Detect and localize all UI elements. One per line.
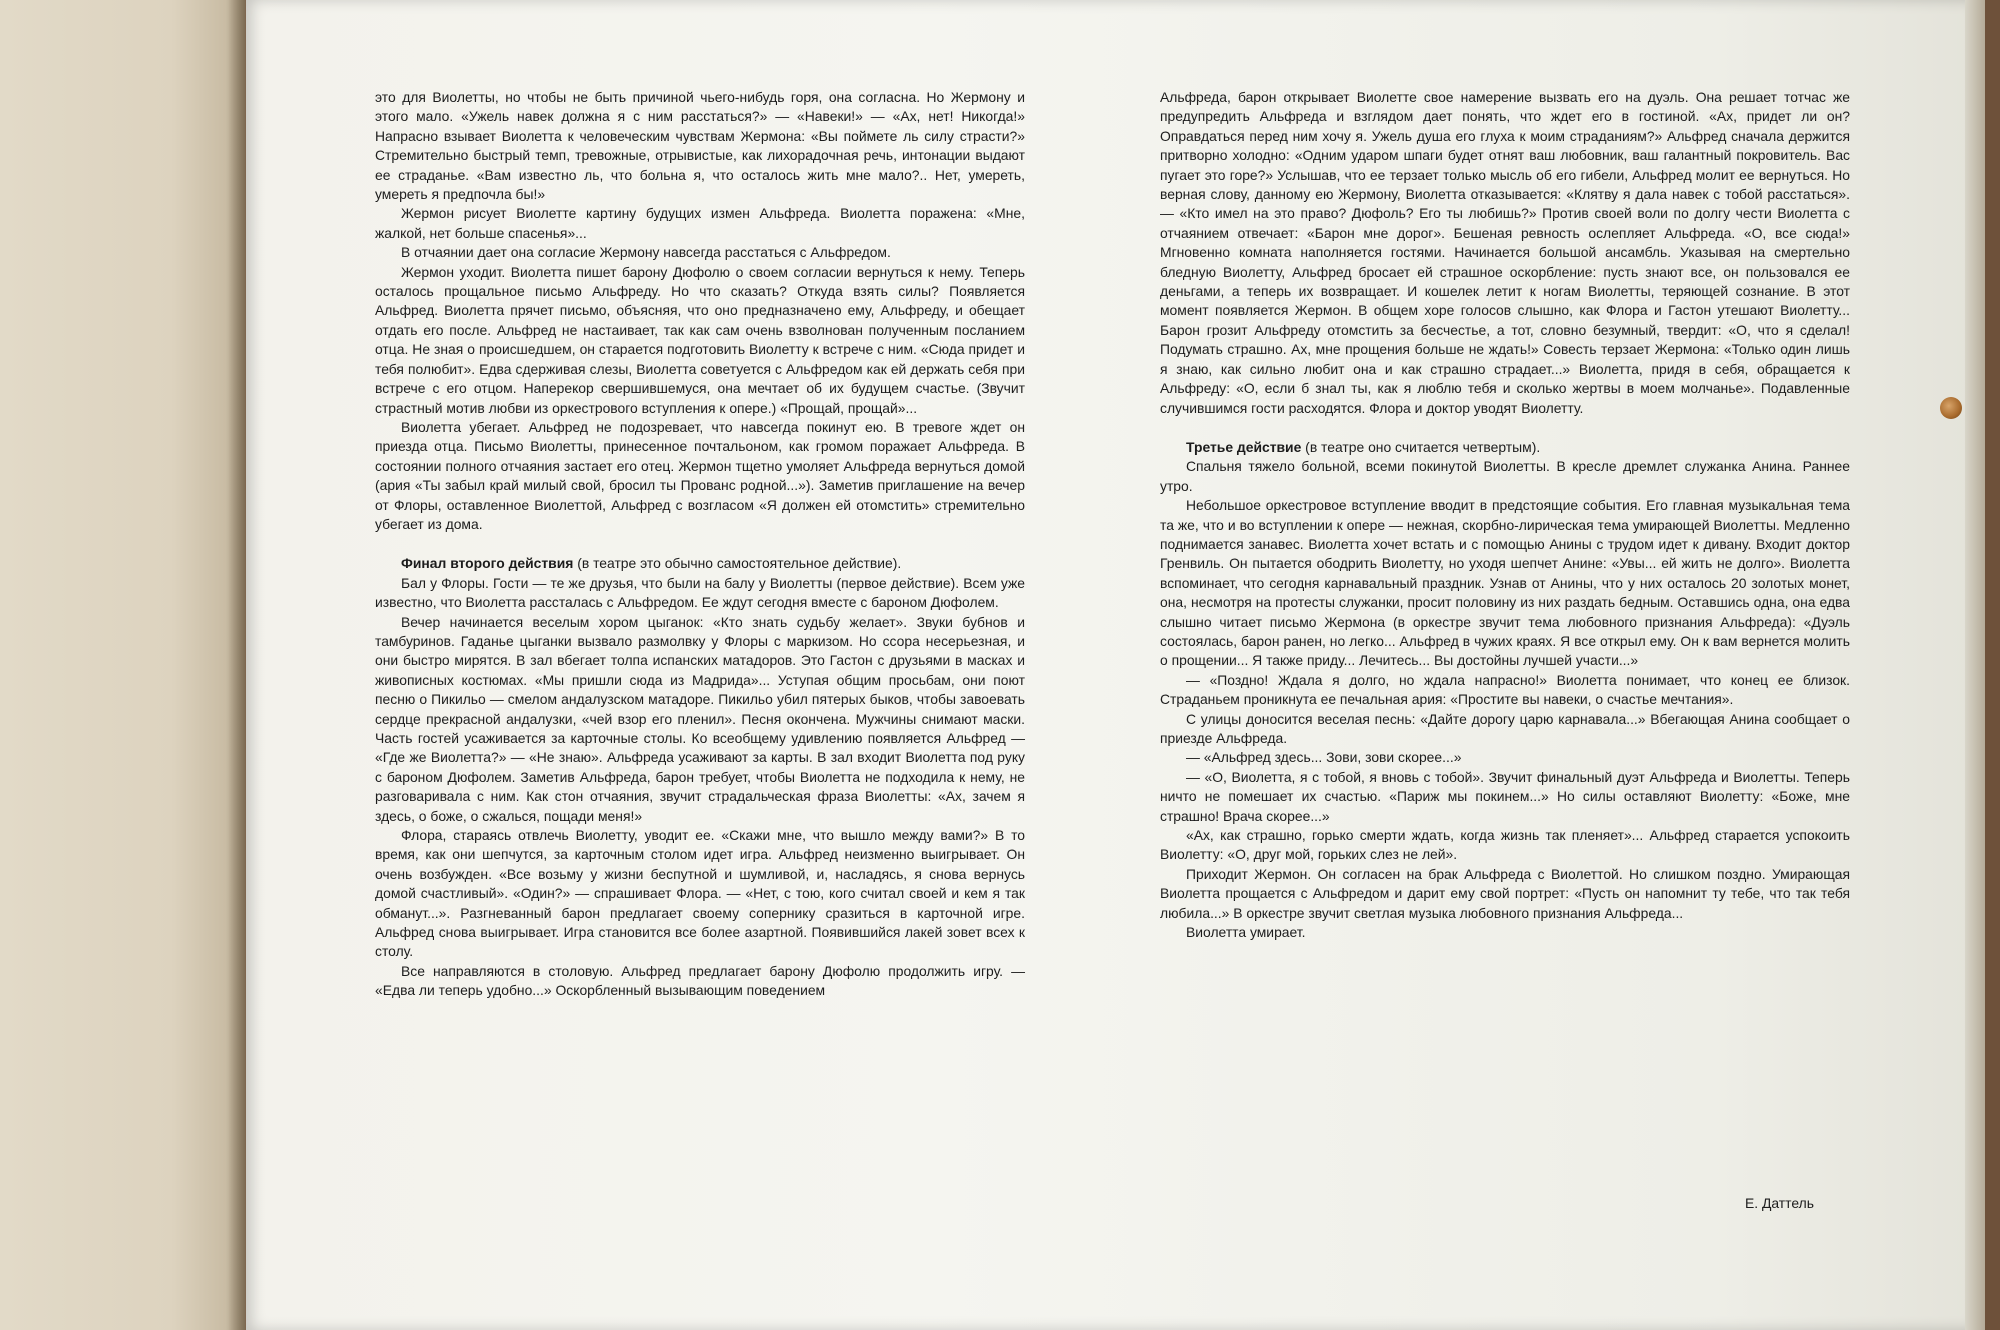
left-text-column — [375, 88, 1025, 1001]
paragraph: Все направляются в столовую. Альфред предлагает барону Дюфолю продолжить игру. — «Едва ли теперь удобно...» Оскорбленный вызывающим поведением — [375, 962, 1025, 999]
section-heading-note: (в театре это обычно самостоятельное действие). — [573, 555, 902, 572]
paragraph: Вечер начинается веселым хором цыганок: «Кто знать судьбу желает». Звуки бубнов и тамбуринов. Гаданье цыганки вызвало размолвку у Флоры с маркизом. Но ссора несерьезная, и они быстро мирятся. В зал вбегает толпа испанских матадоров. Это Гастон с друзьями в масках и живописных костюмах. «Мы пришли сюда из Мадрида»... Уступая общим просьбам, они поют песню о Пикильо — смелом андалузском матадоре. Пикильо убил пятерых быков, чтобы завоевать сердце прекрасной андалузки, «чей взор его пленил». Песня окончена. Мужчины снимают маски. Часть гостей усаживается за карточные столы. Ко всеобщему удивлению появляется Альфред — «Где же Виолетта?» — «Не знаю». Альфреда усаживают за карты. В зал входит Виолетта под руку с бароном Дюфолем. Заметив Альфреда, барон требует, чтобы Виолетта не подходила к нему, не разговаривала с ним. Как стон отчаяния, звучит страдальческая фраза Виолетты: «Ах, зачем я здесь, о боже, о сжалься, пощади меня!» — [375, 613, 1025, 824]
paragraph: Виолетта убегает. Альфред не подозревает, что навсегда покинут ею. В тревоге ждет он приезда отца. Письмо Виолетты, принесенное почтальоном, как громом поражает Альфреда. В состоянии полного отчаяния застает его отец. Жермон тщетно умоляет Альфреда вернуться домой (ария «Ты забыл край милый свой, бросил ты Прованс родной...»). Заметив приглашение на вечер от Флоры, оставленное Виолеттой, Альфред с возгласом «Я должен ей отомстить» стремительно убегает из дома. — [375, 418, 1025, 532]
section-heading-line — [375, 554, 1025, 573]
facing-page — [0, 0, 245, 1330]
paragraph: Флора, стараясь отвлечь Виолетту, уводит ее. «Скажи мне, что вышло между вами?» В то время, как они шепчутся, за карточным столом идет игра. Альфред неизменно выигрывает. Он очень возбужден. «Все возьму у жизни беспутной и шумливой, и, насладясь, я снова вернусь домой счастливый». «Один?» — спрашивает Флора. — «Нет, с тою, кого считал своей и кем я так обманут...». Разгневанный барон предлагает своему сопернику сразиться в карточной игре. Альфред снова выигрывает. Игра становится все более азартной. Появившийся лакей зовет всех к столу. — [375, 827, 1025, 960]
section-heading-note: (в театре оно считается четвертым). — [1301, 438, 1541, 455]
paragraph: С улицы доносится веселая песнь: «Дайте дорогу царю карнавала...» Вбегающая Анина сообщает о приезде Альфреда. — [1160, 710, 1850, 746]
paragraph: Альфреда, барон открывает Виолетте свое намерение вызвать его на дуэль. Она решает тотчас же предупредить Альфреда и взглядом дает понять, что ждет его в гостиной. «Ах, придет ли он? Оправдаться перед ним хочу я. Ужель душа его глуха к моим страданиям?» Альфред сначала держится притворно холодно: «Одним ударом шпаги будет отнят ваш любовник, ваш галантный покровитель. Вас пугает это горе?» Услышав, что ее терзает только мысль об его гибели, Альфред молит ее вернуться. Но верная слову, данному ею Жермону, Виолетта отказывается: «Клятву я дала навек с тобой расстаться». — «Кто имел на это право? Дюфоль? Его ты любишь?» Против своей воли по долгу чести Виолетта с отчаянием отвечает: «Барон мне дорог». Бешеная ревность ослепляет Альфреда. «О, все сюда!» Мгновенно комната наполняется гостями. Начинается большой ансамбль. Указывая на смертельно бледную Виолетту, Альфред бросает ей страшное оскорбление: пусть знают все, он пользовался ее деньгами, а теперь их возвращает. И кошелек летит к ногам Виолетты, теряющей сознание. В этот момент появляется Жермон. В общем хоре голосов слышно, как Флора и Гастон утешают Виолетту... Барон грозит Альфреду отомстить за бесчестье, а тот, словно безумный, твердит: «О, что я сделал! Подумать страшно. Ах, мне прощения больше не ждать!» Совесть терзает Жермона: «Только один лишь я знаю, как сильно любит она и как страшно страдает...» Виолетта, придя в себя, обращается к Альфреду: «О, если б знал ты, как я люблю тебя и сколько жертвы в моем молчанье». Подавленные случившимся гости расходятся. Флора и доктор уводят Виолетту. — [1160, 89, 1850, 416]
paragraph: Жермон уходит. Виолетта пишет барону Дюфолю о своем согласии вернуться к нему. Теперь осталось прощальное письмо Альфреду. Но что сказать? Откуда взять силы? Появляется Альфред. Виолетта прячет письмо, объясняя, что оно предназначено ему, Альфреду, и обещает отдать его после. Альфред не настаивает, так как сам очень взволнован полученным посланием отца. Не зная о происшедшем, он старается подготовить Виолетту к встрече с ним. «Сюда придет и тебя полюбит». Едва сдерживая слезы, Виолетта советуется с Альфредом как ей держать себя при встрече с его отцом. Наперекор свершившемуся, она мечтает об их будущем счастье. (Звучит страстный мотив любви из оркестрового вступления к опере.) «Прощай, прощай»... — [375, 263, 1025, 416]
paragraph: Спальня тяжело больной, всеми покинутой Виолетты. В кресле дремлет служанка Анина. Раннее утро. — [1160, 458, 1850, 494]
paragraph: Бал у Флоры. Гости — те же друзья, что были на балу у Виолетты (первое действие). Всем уже известно, что Виолетта рассталась с Альфредом. Ее ждут сегодня вместе с бароном Дюфолем. — [375, 574, 1025, 611]
paragraph: — «Альфред здесь... Зови, зови скорее...» — [1186, 749, 1462, 766]
paragraph: — «О, Виолетта, я с тобой, я вновь с тобой». Звучит финальный дуэт Альфреда и Виолетты. Теперь ничто не помешает их счастью. «Париж мы покинем...» Но силы оставляют Виолетту: «Боже, мне страшно! Врача скорее...» — [1160, 768, 1850, 824]
paragraph: В отчаянии дает она согласие Жермону навсегда расстаться с Альфредом. — [401, 244, 891, 261]
author-signature: Е. Даттель — [1745, 1195, 1814, 1211]
section-heading: Третье действие — [1186, 438, 1302, 455]
paragraph: Жермон рисует Виолетте картину будущих измен Альфреда. Виолетта поражена: «Мне, жалкой, нет больше спасенья»... — [375, 205, 1025, 241]
section-gap — [375, 534, 1025, 554]
section-heading: Финал второго действия — [401, 555, 574, 572]
paragraph: это для Виолетты, но чтобы не быть причиной чьего-нибудь горя, она согласна. Но Жермону и этого мало. «Ужель навек должна я с ним расстаться?» — «Навеки!» — «Ах, нет! Никогда!» Напрасно взывает Виолетта к человеческим чувствам Жермона: «Вы поймете ль силу страсти?» Стремительно быстрый темп, тревожные, отрывистые, как лихорадочная речь, интонации выдают ее страданье. «Вам известно ль, что больна я, что осталось жить мне мало?.. Нет, умереть, умереть я предпочла бы!» — [375, 89, 1025, 203]
section-heading-line — [1160, 438, 1850, 457]
paragraph: Виолетта умирает. — [1186, 924, 1306, 941]
paragraph: — «Поздно! Ждала я долго, но ждала напрасно!» Виолетта понимает, что конец ее близок. Страданьем проникнута ее печальная ария: «Простите вы навеки, о счастье мечтания». — [1160, 671, 1850, 708]
page-edge — [1965, 0, 1985, 1330]
section-gap — [1160, 418, 1850, 438]
right-text-column — [1160, 88, 1850, 942]
staple-rivet — [1940, 397, 1962, 419]
paragraph: Приходит Жермон. Он согласен на брак Альфреда с Виолеттой. Но слишком поздно. Умирающая Виолетта прощается с Альфредом и дарит ему свой портрет: «Пусть он напомнит ту тебе, что так тебя любила...» В оркестре звучит светлая музыка любовного признания Альфреда... — [1160, 865, 1850, 921]
paragraph: «Ах, как страшно, горько смерти ждать, когда жизнь так пленяет»... Альфред старается успокоить Виолетту: «О, друг мой, горьких слез не лей». — [1160, 827, 1850, 863]
paragraph: Небольшое оркестровое вступление вводит в предстоящие события. Его главная музыкальная тема та же, что и во вступлении к опере — нежная, скорбно-лирическая тема умирающей Виолетты. Медленно поднимается занавес. Виолетта хочет встать и с помощью Анины с трудом идет к дивану. Входит доктор Гренвиль. Он пытается ободрить Виолетту, но уходя шепчет Анине: «Увы... ей жить не долго». Виолетта вспоминает, что сегодня карнавальный праздник. Узнав от Анины, что у них осталось 20 золотых монет, она, несмотря на протесты служанки, просит половину из них раздать бедным. Оставшись одна, она едва слышно читает письмо Жермона (в оркестре звучит тема любовного признания Альфреда): «Дуэль состоялась, барон ранен, но легко... Альфред в чужих краях. Я все открыл ему. Он к вам вернется молить о прощении... Я также приду... Лечитесь... Вы достойны лучшей участи...» — [1160, 497, 1850, 669]
